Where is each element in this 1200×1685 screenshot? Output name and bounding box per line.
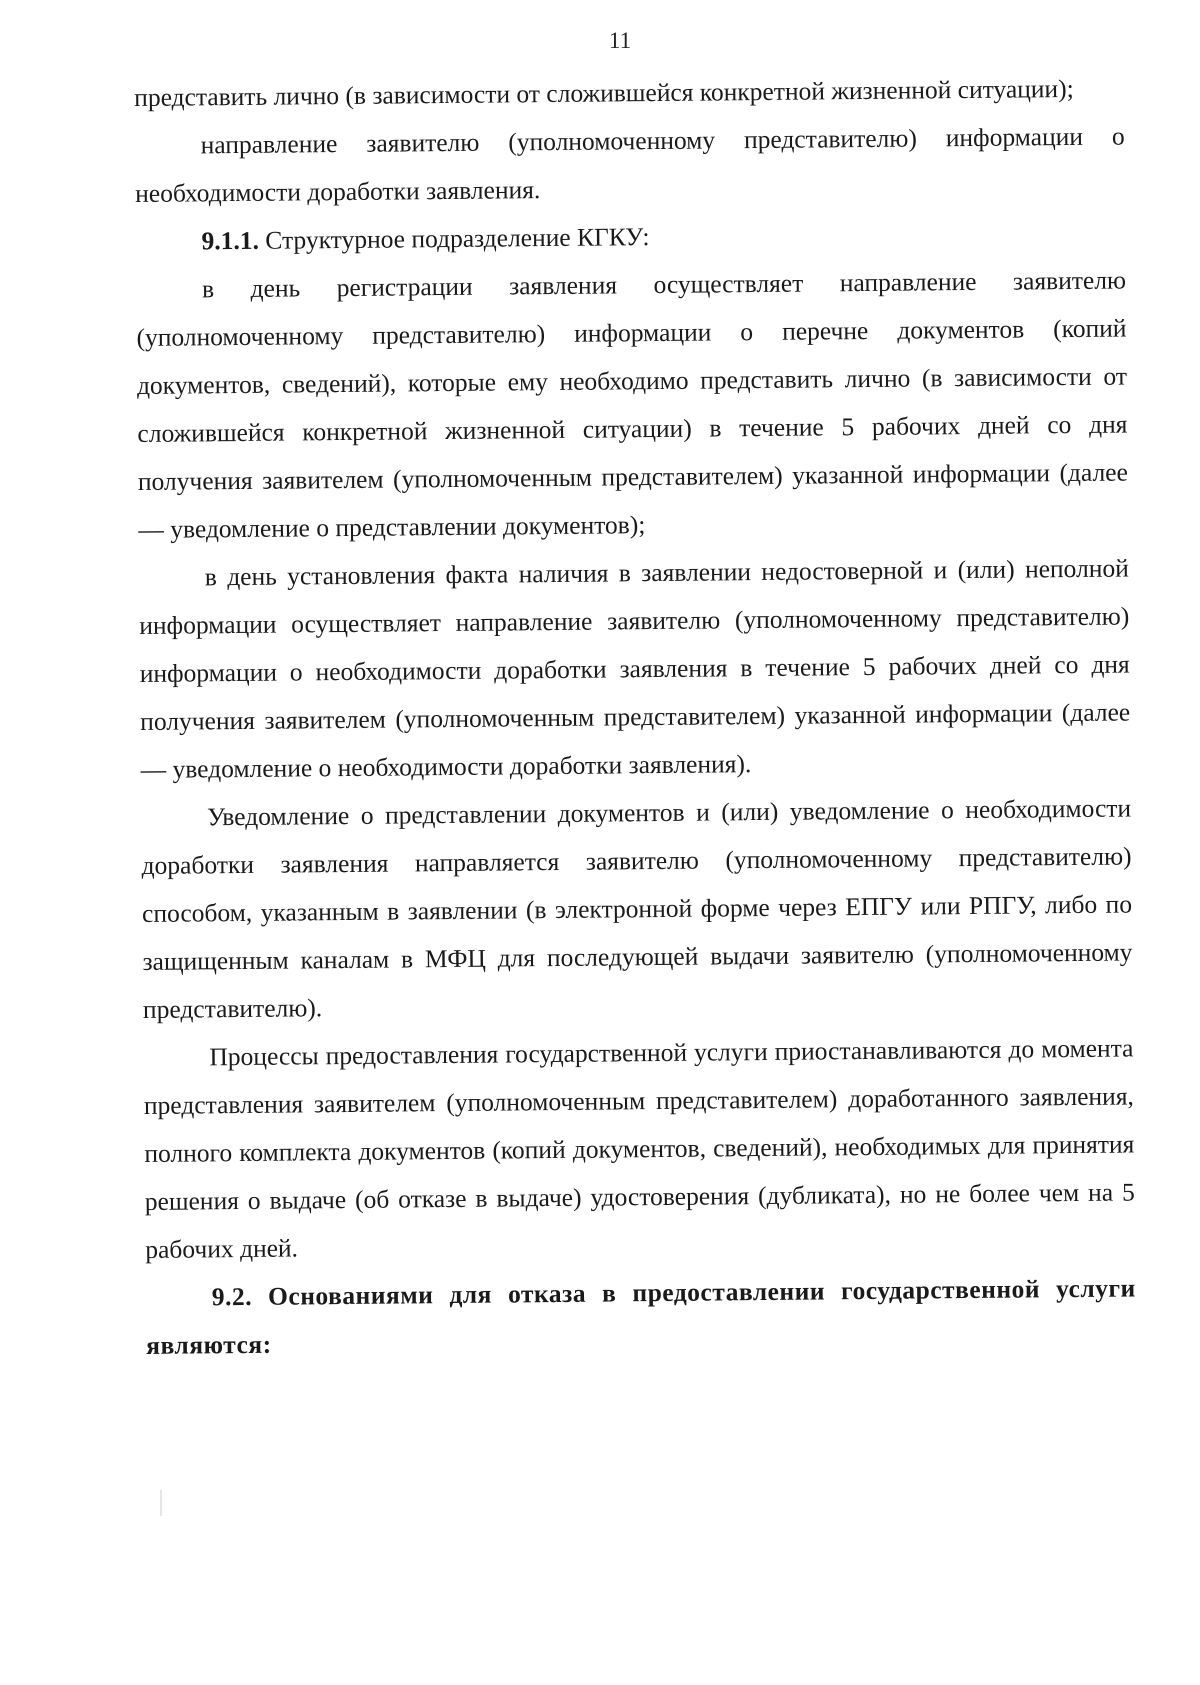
subsection-title: Структурное подразделение КГКУ: — [258, 222, 650, 255]
paragraph-registration-day: в день регистрации заявления осуществляет направление заявителю (уполномоченному представителю) информации о перечне документов (копий документов, сведений), которые ему необходимо представить лично (в зависимости от сложившейся конкретной жизненной ситуации) в течение 5 рабочих дней со дня получения заявителем (уполномоченным представителем) указанной информации (далее — уведомление о представлении документов); — [136, 265, 1129, 544]
paragraph-notification-method: Уведомление о представлении документов и (или) уведомление о необходимости доработки заявления направляется заявителю (уполномоченному представителю) способом, указанным в заявлении (в электронной форме через ЕПГУ или РПГУ, либо по защищенным каналам в МФЦ для последующей выдачи заявителю (уполномоченному представителю). — [141, 793, 1133, 1024]
paragraph-suspension: Процессы предоставления государственной услуги приостанавливаются до момента представления заявителем (уполномоченным представителем) доработанного заявления, полного комплекта документов (копий документов, сведений), необходимых для принятия решения о выдаче (об отказе в выдаче) удостоверения (дубликата), но не более чем на 5 рабочих дней. — [143, 1033, 1135, 1264]
page-number: 11 — [608, 28, 632, 53]
paragraph-notification-item: направление заявителю (уполномоченному представителю) информации о необходимости доработки заявления. — [135, 121, 1125, 208]
paragraph-incomplete-info: в день установления факта наличия в заявлении недостоверной и (или) неполной информации осуществляет направление заявителю (уполномоченному представителю) информации о необходимости доработки заявления в течение 5 рабочих дней со дня получения заявителем (уполномоченным представителем) указанной информации (далее — уведомление о необходимости доработки заявления). — [139, 553, 1131, 784]
document-body — [134, 64, 1136, 1369]
scan-artifact — [160, 1490, 162, 1516]
subsection-number: 9.1.1. — [201, 225, 260, 256]
paragraph-continuation: представить лично (в зависимости от сложившейся конкретной жизненной ситуации); — [134, 73, 1074, 112]
section-heading-9-2: 9.2. Основаниями для отказа в предоставлении государственной услуги являются: — [146, 1273, 1136, 1360]
